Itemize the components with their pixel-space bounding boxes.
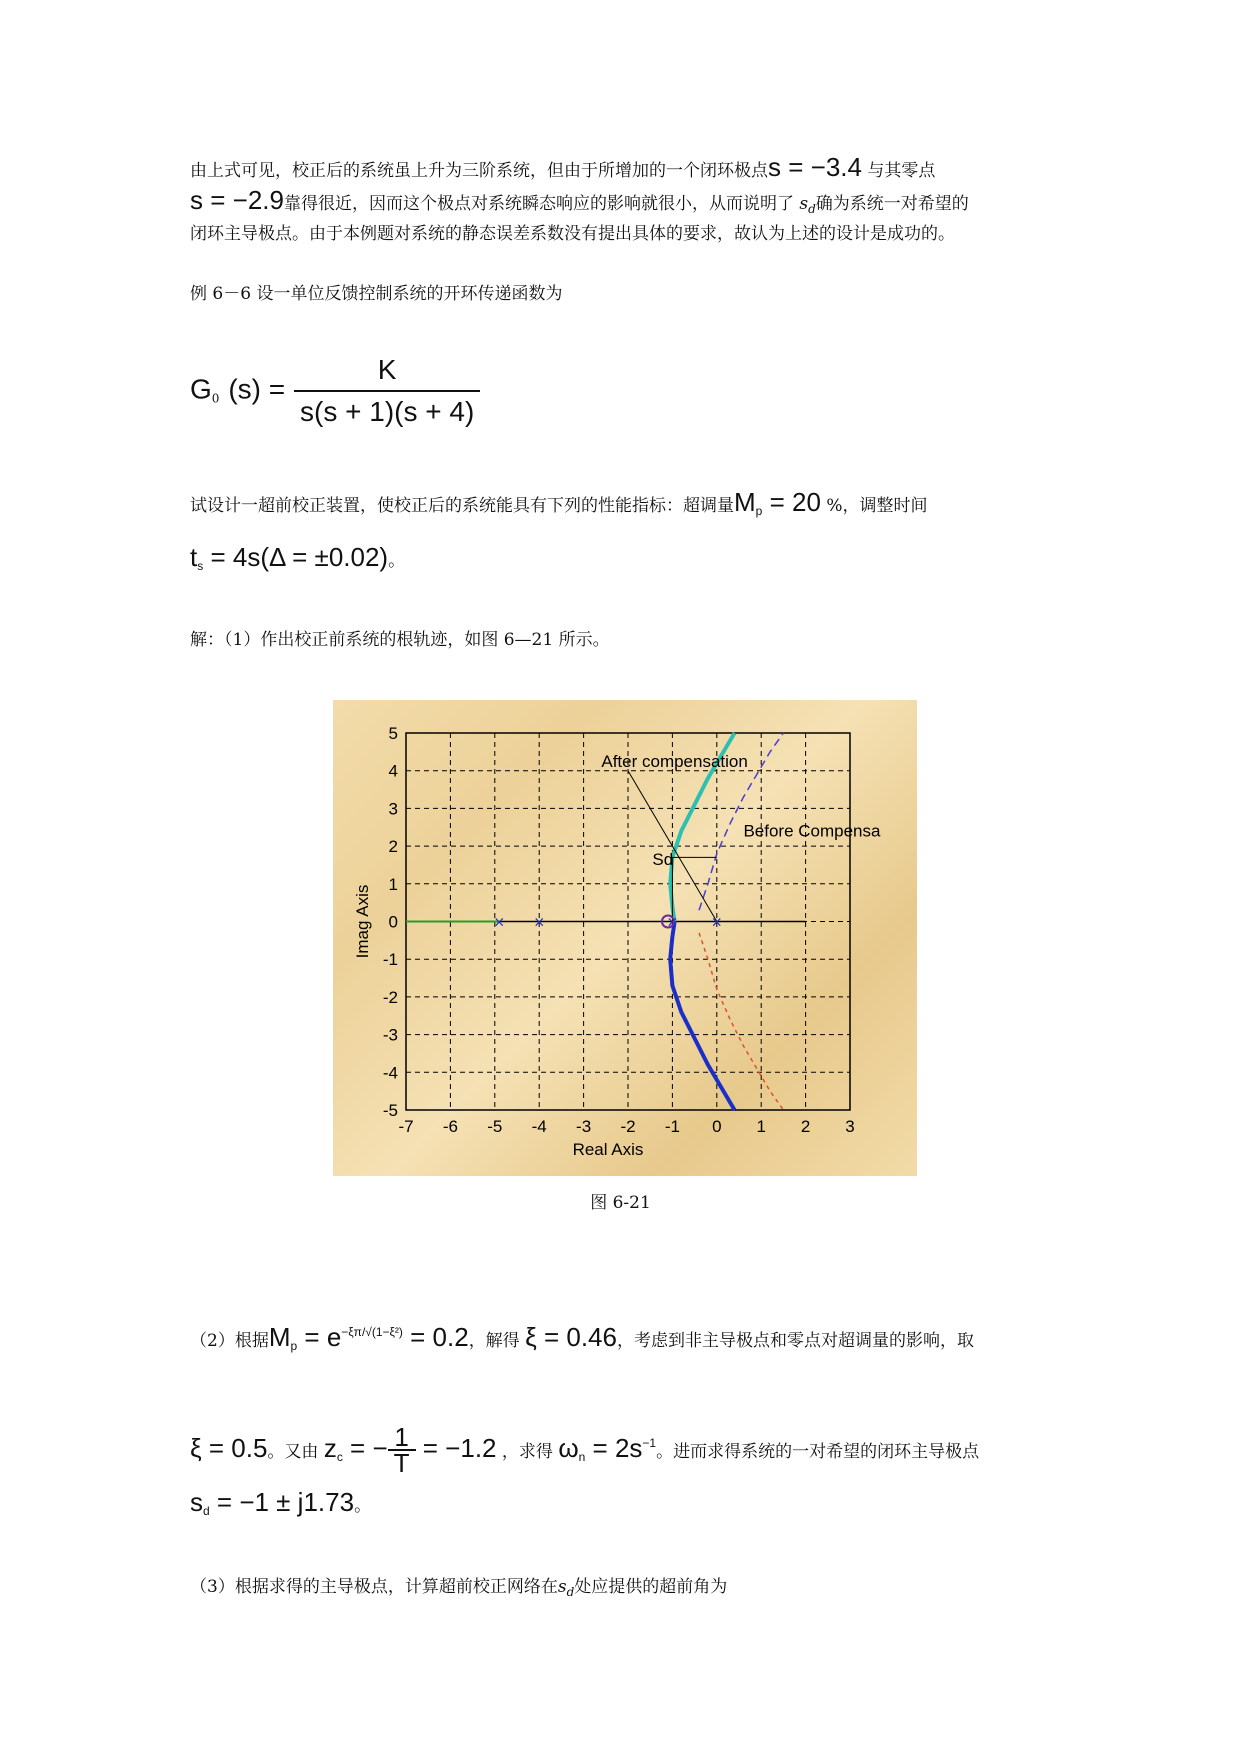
spec-text-a: 试设计一超前校正装置，使校正后的系统能具有下列的性能指标：超调量 — [190, 496, 734, 516]
step2-line2 — [190, 1422, 980, 1478]
g0-sub: 0 — [211, 391, 220, 406]
wn-equation: $\omega_n = 2s^{-1}$ — [558, 1432, 657, 1464]
g0-arg: (s) = — [228, 373, 286, 405]
pole-marker: × — [533, 914, 546, 931]
para1-line3: 闭环主导极点。由于本例题对系统的静态误差系数没有提出具体的要求，故认为上述的设计是成功的。 — [190, 224, 955, 244]
y-tick-label: -2 — [382, 987, 398, 1007]
step3-text-b: 处应提供的超前角为 — [574, 1577, 728, 1597]
symbol-mp: $M_p = 20$ — [734, 487, 821, 518]
root-locus-figure — [333, 700, 917, 1176]
y-tick-label: 5 — [388, 724, 398, 743]
para1-line1 — [190, 152, 936, 183]
equation-ts: $t_s = 4s(\Delta = \pm 0.02)$ — [190, 542, 389, 573]
step2-line1 — [190, 1320, 974, 1358]
xi-chosen: ξ = 0.5 — [190, 1432, 268, 1463]
equation-s-zero: s = −2.9 — [190, 185, 284, 215]
step2-text-d: 。又由 — [267, 1441, 319, 1462]
symbol-sd: $s_d$ — [799, 194, 816, 216]
annotation-sd: Sd — [652, 849, 674, 869]
locus-series-1 — [670, 922, 734, 1111]
y-axis-label: Imag Axis — [353, 884, 372, 959]
x-tick-label: 1 — [756, 1117, 766, 1136]
para1-text-c: 靠得很近，因而这个极点对系统瞬态响应的影响就很小，从而说明了 — [283, 194, 800, 214]
y-tick-label: 2 — [388, 837, 398, 857]
g0-denominator: s(s + 1)(s + 4) — [300, 396, 475, 427]
spec-line1 — [190, 487, 928, 523]
step2-text-e: ，求得 — [501, 1441, 559, 1462]
para1-text-d: 确为系统一对希望的 — [815, 194, 969, 214]
x-tick-label: 2 — [800, 1117, 811, 1136]
transfer-function — [190, 350, 480, 432]
pole-marker: × — [493, 914, 506, 931]
solution-step1: 解：（1）作出校正前系统的根轨迹，如图 6—21 所示。 — [190, 630, 610, 650]
g0-symbol: G — [190, 373, 212, 405]
y-tick-label: -4 — [382, 1063, 398, 1083]
pole-marker: × — [666, 914, 679, 931]
spec-text-b: %，调整时间 — [820, 496, 928, 516]
step3-line — [190, 1575, 727, 1604]
zc-equation: $z_c$ = − $\frac{1}{T}$ = −1.2 — [323, 1422, 497, 1478]
para1-text-a: 由上式可见，校正后的系统虽上升为三阶系统，但由于所增加的一个闭环极点 — [190, 161, 768, 181]
y-tick-label: -1 — [382, 950, 398, 970]
y-tick-label: 1 — [388, 874, 398, 894]
sd-equation: $s_d = -1 \pm j1.73$ — [190, 1487, 355, 1518]
annotation-before: Before Compensa — [743, 821, 881, 841]
g0-fraction — [294, 350, 480, 432]
pole-marker: × — [710, 914, 723, 931]
x-tick-label: -5 — [487, 1117, 503, 1136]
mp-equation: $M_p = e^{-\xi\pi/√(1-\xi^2)} = 0.2$ — [268, 1322, 469, 1353]
symbol-sd-step3: $s_d$ — [557, 1577, 575, 1599]
g0-numerator: K — [294, 350, 480, 392]
root-locus-chart — [333, 700, 917, 1176]
step2-text-f: 。进而求得系统的一对希望的闭环主导极点 — [656, 1441, 980, 1462]
y-tick-label: 3 — [388, 799, 398, 819]
spec-line2: $t_s = 4s(\Delta = \pm 0.02)$。 — [190, 542, 406, 573]
step2-text-b: ，解得 — [468, 1331, 526, 1351]
example-heading: 例 6－6 设一单位反馈控制系统的开环传递函数为 — [190, 284, 563, 304]
y-tick-label: 0 — [388, 912, 398, 932]
y-tick-label: 4 — [388, 761, 398, 781]
figure-caption: 图 6-21 — [590, 1193, 651, 1213]
annotation-after: After compensation — [601, 751, 748, 771]
x-tick-label: -2 — [620, 1117, 636, 1136]
x-tick-label: 0 — [712, 1117, 722, 1136]
y-tick-label: -3 — [382, 1025, 398, 1045]
x-tick-label: -6 — [442, 1117, 458, 1136]
xi-value: ξ = 0.46 — [525, 1322, 617, 1352]
x-tick-label: -4 — [531, 1117, 547, 1136]
step3-text-a: （3）根据求得的主导极点，计算超前校正网络在 — [190, 1577, 558, 1597]
x-tick-label: -7 — [398, 1117, 414, 1136]
x-tick-label: 3 — [845, 1117, 855, 1136]
x-axis-label: Real Axis — [572, 1140, 644, 1159]
step2-text-c: ，考虑到非主导极点和零点对超调量的影响，取 — [616, 1331, 974, 1351]
step2-text-a: （2）根据 — [190, 1331, 269, 1351]
para1-line2 — [190, 185, 969, 221]
x-tick-label: -1 — [664, 1117, 680, 1136]
para1-text-b: 与其零点 — [861, 161, 936, 181]
equation-s-pole: s = −3.4 — [768, 152, 862, 182]
step2-line3: $s_d = -1 \pm j1.73$。 — [190, 1487, 372, 1518]
y-tick-label: -5 — [382, 1101, 398, 1120]
x-tick-label: -3 — [576, 1117, 592, 1136]
